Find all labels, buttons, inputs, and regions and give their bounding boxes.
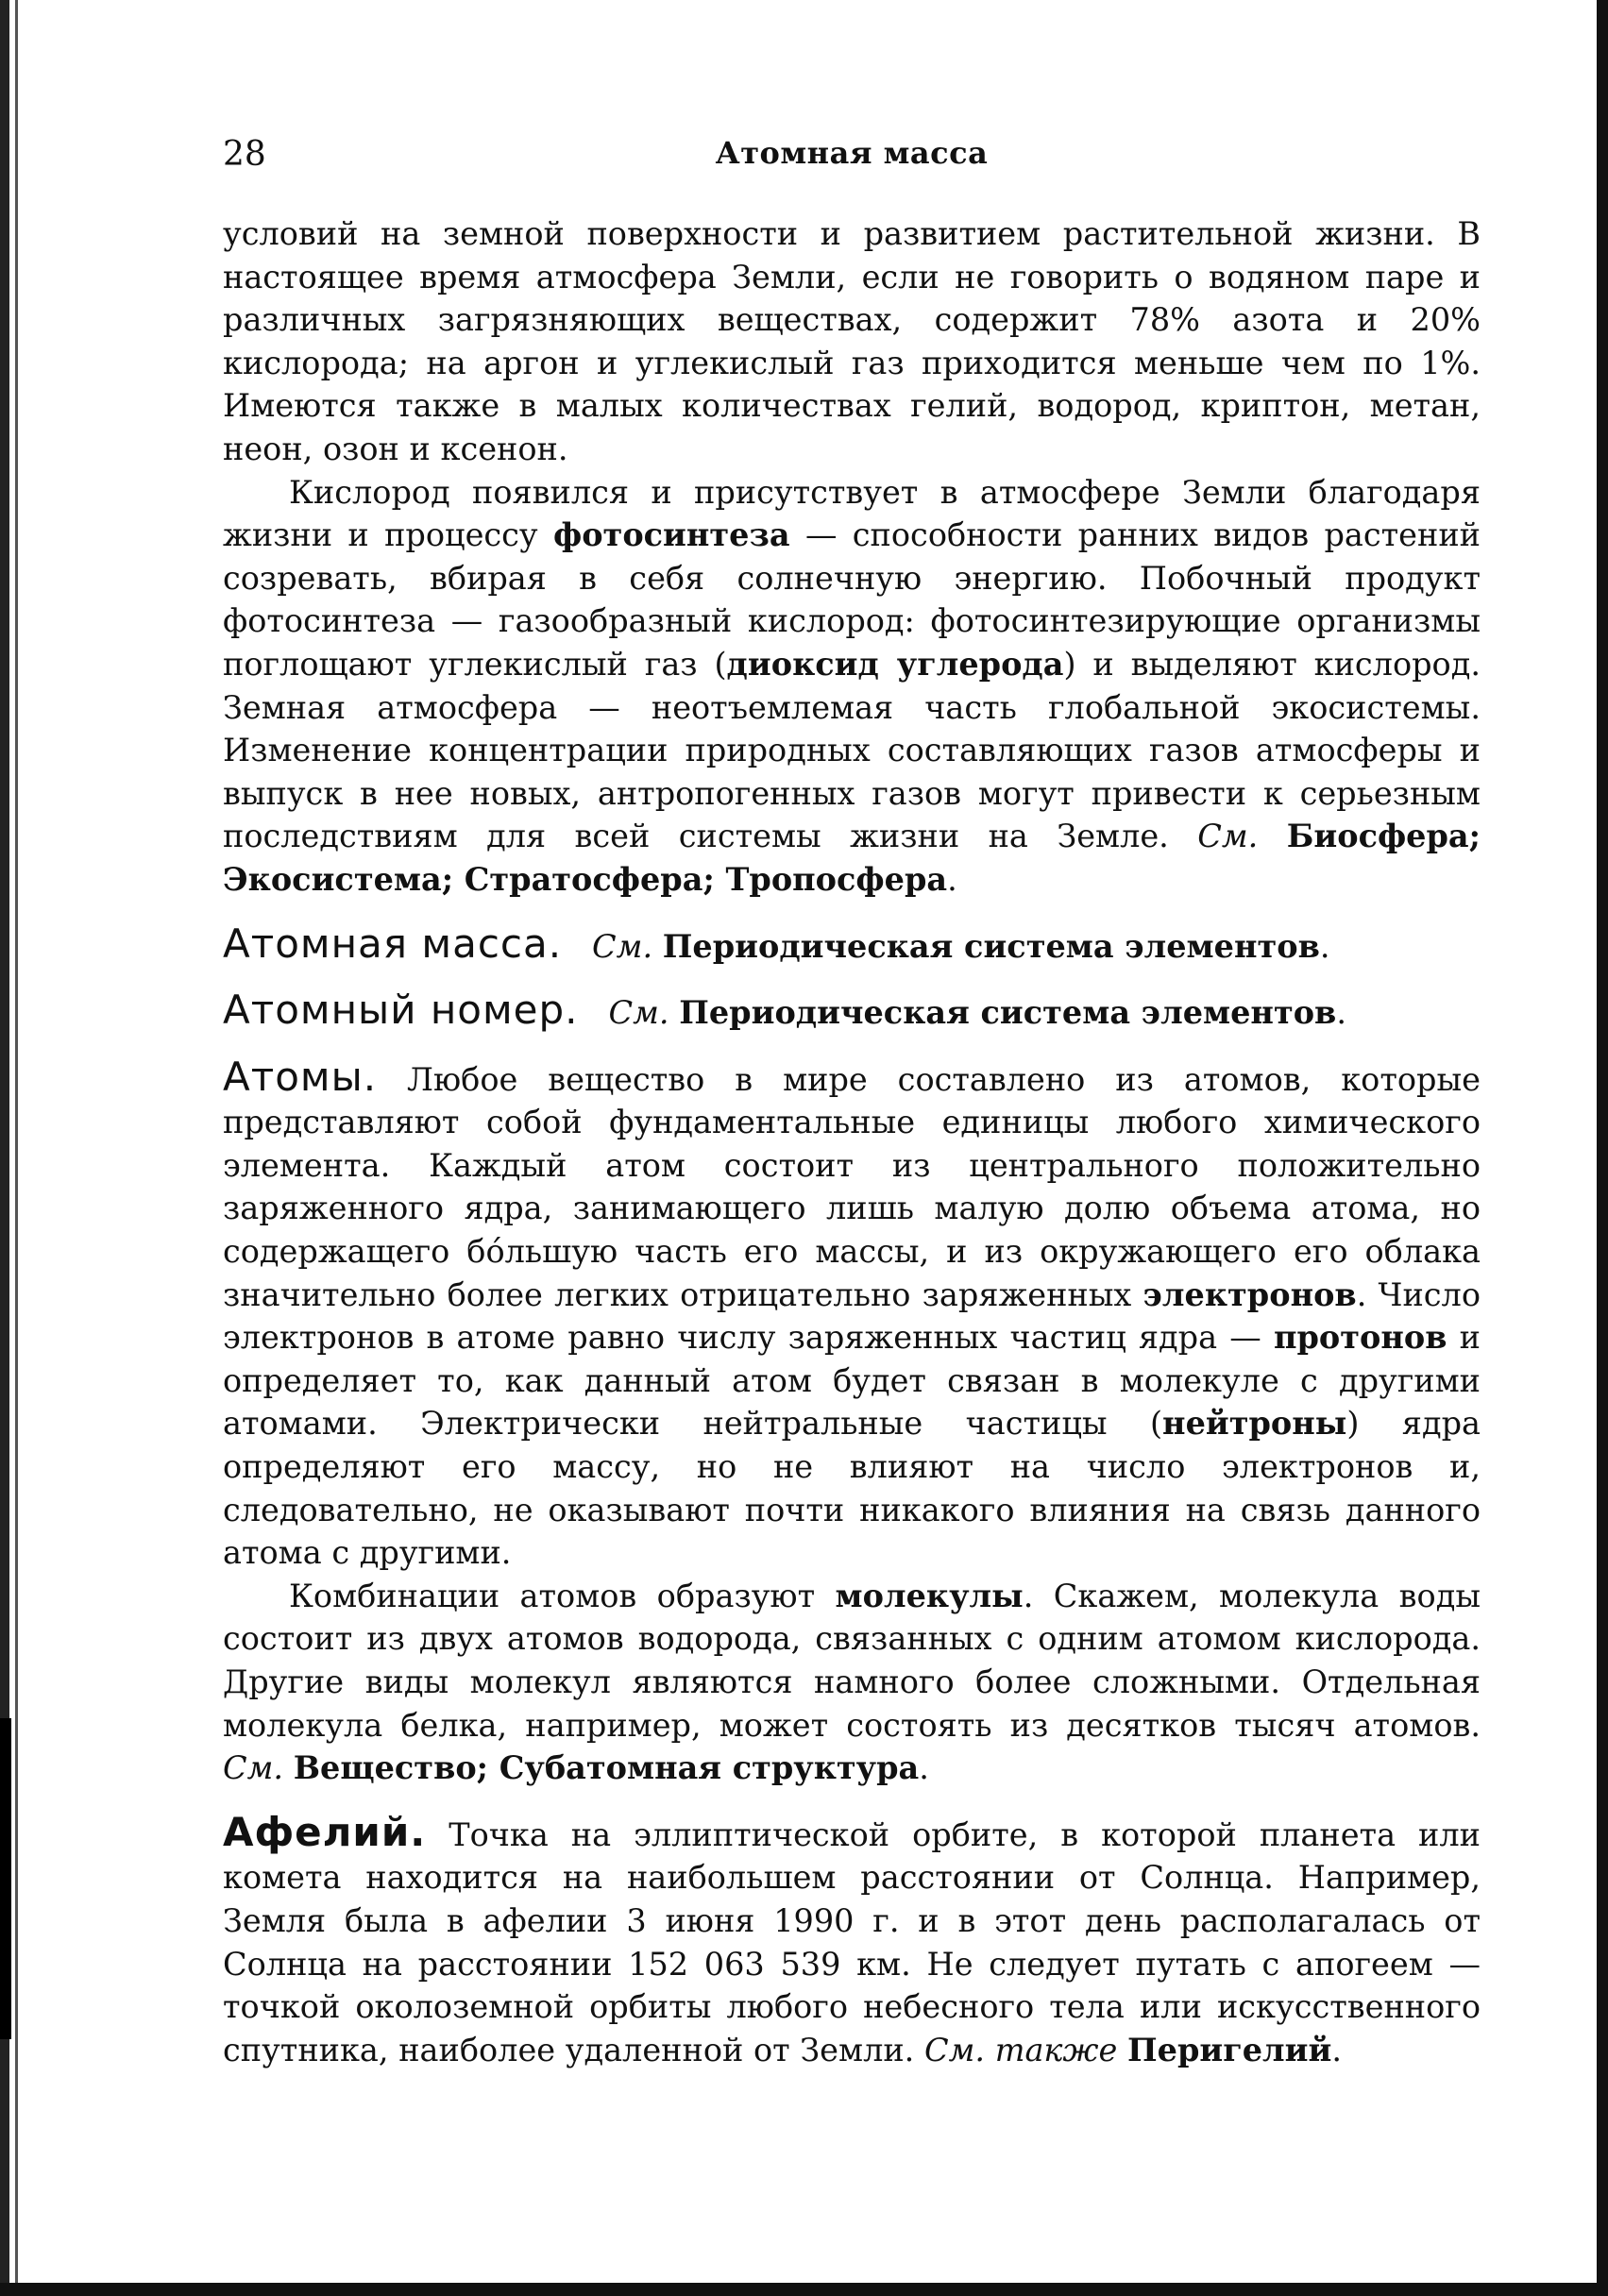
see-reference: См. [1197, 818, 1259, 855]
paragraph-continued: условий на земной поверхности и развитием растительной жизни. В настоящее время атмосфера Земли, если не говорить о водяном паре и различных загрязняющих веществах, содержит 78% азота и 20% кислорода; на аргон и углекислый газ приходится меньше чем по 1%. Имеются также в малых количествах гелий, водород, криптон, метан, неон, озон и ксенон. [223, 215, 1481, 467]
paragraph-molecules: Комбинации атомов образуют молекулы. Скажем, молекула воды состоит из двух атомов водорода, связанных с одним атомом кислорода. Другие виды молекул являются намного более сложными. Отдельная молекула белка, например, может состоять из десятков тысяч атомов. См. Вещество; Субатомная структура. [223, 1577, 1481, 1787]
scan-edge-line [15, 0, 18, 2296]
see-reference: См. [223, 1749, 284, 1787]
headword: Атомы. [223, 1053, 378, 1100]
cross-reference: Периодическая система элементов [662, 927, 1320, 965]
see-also-reference: См. также [923, 2031, 1118, 2068]
see-reference: См. [608, 994, 669, 1032]
paragraph-oxygen: Кислород появился и присутствует в атмосфере Земли благодаря жизни и процессу фотосинтеза — способности ранних видов растений созревать, вбирая в себя солнечную энергию. Побочный продукт фотосинтеза — газообразный кислород: фотосинтезирующие организмы поглощают углекислый газ (диоксид углерода) и выделяют кислород. Земная атмосфера — неотъемлемая часть глобальной экосистемы. Изменение концентрации природных составляющих газов атмосферы и выпуск в нее новых, антропогенных газов могут привести к серьезным последствиям для всей системы жизни на Земле. См. Биосфера; Экосистема; Стратосфера; Тропосфера. [223, 473, 1481, 898]
scan-edge-right [1597, 0, 1608, 2296]
term-molecules: молекулы [835, 1577, 1024, 1614]
entry-atomic-number: Атомный номер. См. Периодическая система элементов. [223, 987, 1346, 1034]
term-protons: протонов [1273, 1319, 1447, 1357]
entry-atomic-mass: Атомная масса. См. Периодическая система элементов. [223, 920, 1330, 967]
gutter-mark [0, 1718, 11, 2039]
page-number: 28 [223, 135, 266, 174]
term-carbon-dioxide: диоксид углерода [726, 645, 1064, 683]
headword: Атомная масса. [223, 920, 563, 967]
cross-reference: Перигелий [1127, 2031, 1332, 2068]
running-title: Атомная масса [715, 135, 989, 171]
entry-atoms: Атомы. Любое вещество в мире составлено из атомов, которые представляют собой фундаментальные единицы любого химического элемента. Каждый атом состоит из центрального положительно заряженного ядра, занимающего лишь малую долю объема атома, но содержащего бóльшую часть его массы, и из окружающего его облака значительно более легких отрицательно заряженных электронов. Число электронов в атоме равно числу заряженных частиц ядра — протонов и определяет то, как данный атом будет связан в молекуле с другими атомами. Электрически нейтральные частицы (нейтроны) ядра определяют его массу, но не влияют на число электронов и, следовательно, не оказывают почти никакого влияния на связь данного атома с другими. [223, 1053, 1481, 1572]
term-electrons: электронов [1143, 1275, 1357, 1313]
book-page [223, 127, 1481, 2071]
headword: Афелий. [223, 1808, 427, 1855]
cross-reference: Периодическая система элементов [679, 994, 1337, 1032]
cross-references: Вещество; Субатомная структура [293, 1749, 920, 1787]
term-neutrons: нейтроны [1162, 1405, 1347, 1443]
running-head [223, 127, 1481, 184]
term-photosynthesis: фотосинтеза [553, 516, 790, 554]
cross-references: Биосфера; Экосистема; Стратосфера; Тропосфера [223, 818, 1481, 898]
see-reference: См. [592, 927, 653, 965]
scan-edge-bottom [0, 2283, 1608, 2296]
headword: Атомный номер. [223, 987, 579, 1034]
entry-aphelion: Афелий. Точка на эллиптической орбите, в которой планета или комета находится на наибольшем расстоянии от Солнца. Например, Земля была в афелии 3 июня 1990 г. и в этот день располагалась от Солнца на расстоянии 152 063 539 км. Не следует путать с апогеем — точкой околоземной орбиты любого небесного тела или искусственного спутника, наиболее удаленной от Земли. См. также Перигелий. [223, 1808, 1481, 2068]
